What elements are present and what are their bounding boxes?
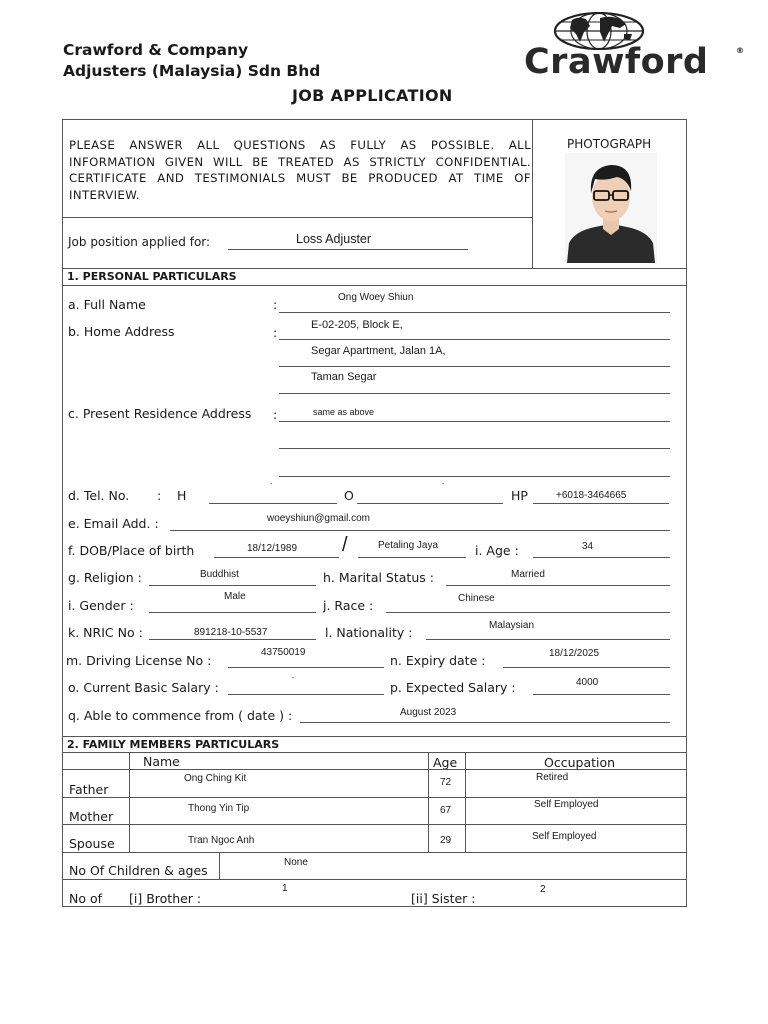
- gender-value[interactable]: Male: [224, 591, 246, 602]
- photo-divider: [532, 119, 533, 268]
- driving-license-label: m. Driving License No :: [66, 653, 212, 668]
- religion-value[interactable]: Buddhist: [200, 569, 239, 580]
- home-address-line-2: [279, 366, 670, 367]
- marital-status-label: h. Marital Status :: [323, 570, 434, 585]
- relation-label: Spouse: [69, 836, 115, 851]
- home-address-label: b. Home Address: [68, 324, 175, 339]
- table-column-divider: [129, 752, 130, 852]
- brother-value[interactable]: 1: [282, 883, 288, 894]
- colon: :: [273, 407, 278, 422]
- nric-line: [149, 639, 316, 640]
- gender-line: [149, 612, 316, 613]
- gender-label: i. Gender :: [68, 598, 134, 613]
- home-address-value-2[interactable]: Segar Apartment, Jalan 1A,: [311, 345, 446, 357]
- table-column-divider: [428, 752, 429, 852]
- age-label: i. Age :: [475, 543, 519, 558]
- relation-label: Mother: [69, 809, 114, 824]
- religion-line: [149, 585, 316, 586]
- table-row-divider: [62, 824, 687, 825]
- dob-line: [214, 557, 339, 558]
- sister-label: [ii] Sister :: [411, 891, 476, 906]
- person-portrait-icon: [565, 153, 657, 263]
- commence-date-label: q. Able to commence from ( date ) :: [68, 708, 293, 723]
- expected-salary-value[interactable]: 4000: [576, 677, 599, 688]
- expected-salary-line: [533, 694, 670, 695]
- table-row-divider: [62, 852, 687, 853]
- full-name-value[interactable]: Ong Woey Shiun: [338, 292, 414, 303]
- present-address-line-2: [279, 448, 670, 449]
- page-title: JOB APPLICATION: [292, 86, 453, 105]
- email-value[interactable]: woeyshiun@gmail.com: [267, 513, 370, 524]
- tel-office-label: O: [344, 488, 354, 503]
- place-of-birth-value[interactable]: Petaling Jaya: [378, 540, 439, 551]
- expected-salary-label: p. Expected Salary :: [390, 680, 516, 695]
- place-of-birth-line: [358, 557, 466, 558]
- instructions-notice: PLEASE ANSWER ALL QUESTIONS AS FULLY AS POSSIBLE. ALL INFORMATION GIVEN WILL BE TREATED AS STRICTLY CONFIDENTIAL. CERTIFICATE AND TESTIMONIALS MUST BE PRODUCED AT TIME OF INTERVIEW.: [69, 138, 531, 202]
- crawford-logo: [524, 12, 746, 82]
- colon: :: [273, 325, 278, 340]
- nric-label: k. NRIC No :: [68, 625, 143, 640]
- commence-date-value[interactable]: August 2023: [400, 707, 457, 718]
- tel-office-line: [357, 503, 503, 504]
- driving-license-line: [228, 667, 384, 668]
- job-position-line: [228, 249, 468, 250]
- present-address-value[interactable]: same as above: [313, 407, 375, 417]
- dob-separator: /: [342, 534, 348, 556]
- member-name[interactable]: Thong Yin Tip: [188, 803, 250, 814]
- nationality-label: l. Nationality :: [325, 625, 413, 640]
- nationality-value[interactable]: Malaysian: [489, 620, 535, 631]
- member-age[interactable]: 29: [440, 835, 452, 846]
- company-name: [63, 40, 320, 82]
- table-row-divider: [62, 879, 687, 880]
- children-divider: [219, 852, 220, 879]
- member-occupation[interactable]: Self Employed: [534, 799, 599, 810]
- expiry-date-label: n. Expiry date :: [390, 653, 486, 668]
- tel-hp-label: HP: [511, 488, 528, 503]
- table-row-divider: [62, 769, 687, 770]
- race-line: [386, 612, 670, 613]
- column-header-occupation: Occupation: [544, 755, 616, 770]
- home-address-line-3: [279, 393, 670, 394]
- tel-hp-value[interactable]: +6018-3464665: [556, 490, 627, 501]
- logo-wordmark: Crawford: [524, 42, 709, 82]
- brother-label: [i] Brother :: [129, 891, 202, 906]
- member-age[interactable]: 67: [440, 805, 452, 816]
- member-occupation[interactable]: Retired: [536, 772, 569, 783]
- nric-value[interactable]: 891218-10-5537: [194, 627, 268, 638]
- children-value[interactable]: None: [284, 857, 308, 868]
- age-line: [533, 557, 670, 558]
- expiry-date-line: [503, 667, 670, 668]
- member-name[interactable]: Ong Ching Kit: [184, 773, 247, 784]
- colon: :: [157, 488, 162, 503]
- present-address-line-1: [279, 421, 670, 422]
- home-address-value-3[interactable]: Taman Segar: [311, 371, 377, 383]
- email-line: [170, 530, 670, 531]
- column-header-age: Age: [433, 755, 458, 770]
- column-header-name: Name: [143, 754, 180, 769]
- section2-divider: [62, 752, 687, 753]
- member-name[interactable]: Tran Ngoc Anh: [188, 835, 255, 846]
- notice-divider: [62, 217, 532, 218]
- section1-heading: 1. PERSONAL PARTICULARS: [67, 270, 237, 283]
- children-label: No Of Children & ages: [69, 863, 208, 878]
- tel-home-label: H: [177, 488, 187, 503]
- logo-registered-mark: ®: [736, 46, 744, 55]
- sister-value[interactable]: 2: [540, 884, 546, 895]
- full-name-label: a. Full Name: [68, 297, 146, 312]
- religion-label: g. Religion :: [68, 570, 142, 585]
- race-value[interactable]: Chinese: [458, 593, 495, 604]
- current-salary-line: [228, 694, 384, 695]
- table-column-divider: [465, 752, 466, 852]
- company-line-1: Crawford & Company: [63, 41, 249, 59]
- job-position-value[interactable]: Loss Adjuster: [296, 232, 372, 246]
- section1-divider: [62, 285, 687, 286]
- applicant-photo: [565, 153, 657, 263]
- job-position-label: Job position applied for:: [68, 235, 211, 249]
- home-address-line-1: [279, 339, 670, 340]
- expiry-date-value[interactable]: 18/12/2025: [549, 648, 600, 659]
- email-label: e. Email Add. :: [68, 516, 159, 531]
- section2-heading: 2. FAMILY MEMBERS PARTICULARS: [67, 738, 280, 751]
- table-row-divider: [62, 797, 687, 798]
- member-age[interactable]: 72: [440, 777, 452, 788]
- member-occupation[interactable]: Self Employed: [532, 831, 597, 842]
- current-salary-label: o. Current Basic Salary :: [68, 680, 219, 695]
- tel-label: d. Tel. No.: [68, 488, 130, 503]
- tel-office-value[interactable]: -: [442, 481, 445, 488]
- commence-date-line: [300, 722, 670, 723]
- age-value[interactable]: 34: [582, 541, 594, 552]
- full-name-line: [279, 312, 670, 313]
- marital-status-line: [446, 585, 670, 586]
- relation-label: Father: [69, 782, 109, 797]
- home-address-value-1[interactable]: E-02-205, Block E,: [311, 319, 403, 331]
- race-label: j. Race :: [323, 598, 374, 613]
- section-divider: [62, 736, 687, 737]
- marital-status-value[interactable]: Married: [511, 569, 545, 580]
- dob-value[interactable]: 18/12/1989: [247, 543, 298, 554]
- section-divider: [62, 268, 687, 269]
- siblings-label: No of: [69, 891, 103, 906]
- dob-label: f. DOB/Place of birth: [68, 543, 195, 558]
- tel-hp-line: [533, 503, 669, 504]
- current-salary-value[interactable]: -: [292, 675, 295, 682]
- present-address-line-3: [279, 476, 670, 477]
- company-line-2: Adjusters (Malaysia) Sdn Bhd: [63, 62, 321, 80]
- nationality-line: [426, 639, 670, 640]
- tel-home-value[interactable]: -: [270, 481, 273, 488]
- colon: :: [273, 297, 278, 312]
- tel-home-line: [209, 503, 337, 504]
- photograph-label: PHOTOGRAPH: [567, 137, 652, 151]
- present-address-label: c. Present Residence Address: [68, 406, 252, 421]
- driving-license-value[interactable]: 43750019: [261, 647, 306, 658]
